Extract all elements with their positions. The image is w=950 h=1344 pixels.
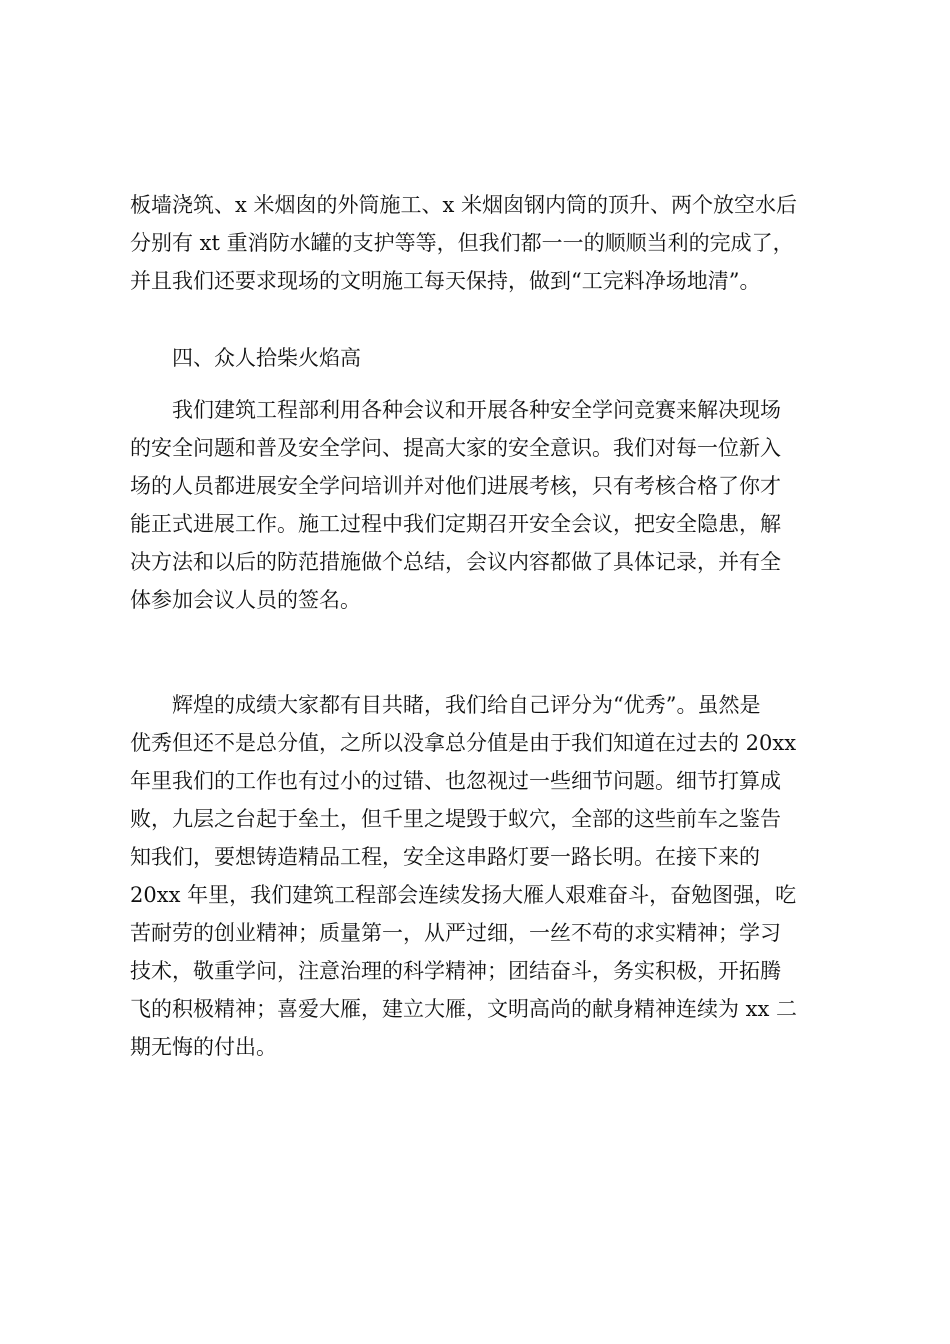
heading-text: 四、众人拾柴火焰高 (172, 346, 361, 370)
text-line: 能正式进展工作。施工过程中我们定期召开安全会议，把安全隐患，解 (130, 512, 781, 536)
text-line: 飞的积极精神；喜爱大雁，建立大雁，文明高尚的献身精神连续为 xx 二 (130, 997, 798, 1021)
text-line: 分别有 xt 重消防水罐的支护等等，但我们都一一的顺顺当利的完成了， (130, 231, 794, 255)
text-line: 知我们，要想铸造精品工程，安全这串路灯要一路长明。在接下来的 (130, 845, 760, 869)
text-line: 20xx 年里，我们建筑工程部会连续发扬大雁人艰难奋斗，奋勉图强，吃 (130, 883, 797, 907)
paragraph-1 (130, 186, 830, 300)
text-line: 我们建筑工程部利用各种会议和开展各种安全学问竞赛来解决现场 (172, 398, 781, 422)
text-line: 技术，敬重学问，注意治理的科学精神；团结奋斗，务实积极，开拓腾 (130, 959, 781, 983)
text-line: 辉煌的成绩大家都有目共睹，我们给自己评分为“优秀”。虽然是 (172, 693, 761, 717)
text-line: 并且我们还要求现场的文明施工每天保持，做到“工完料净场地清”。 (130, 269, 761, 293)
text-line: 决方法和以后的防范措施做个总结，会议内容都做了具体记录，并有全 (130, 550, 781, 574)
text-line: 场的人员都进展安全学问培训并对他们进展考核，只有考核合格了你才 (130, 474, 781, 498)
text-line: 体参加会议人员的签名。 (130, 588, 361, 612)
text-line: 期无悔的付出。 (130, 1035, 277, 1059)
text-line: 苦耐劳的创业精神；质量第一，从严过细，一丝不苟的求实精神；学习 (130, 921, 781, 945)
text-line: 的安全问题和普及安全学问、提高大家的安全意识。我们对每一位新入 (130, 436, 781, 460)
text-line: 优秀但还不是总分值，之所以没拿总分值是由于我们知道在过去的 20xx (130, 731, 797, 755)
paragraph-3 (130, 686, 830, 1066)
text-line: 板墙浇筑、x 米烟囱的外筒施工、x 米烟囱钢内筒的顶升、两个放空水后 (130, 193, 798, 217)
section-heading-4 (130, 339, 830, 377)
text-line: 年里我们的工作也有过小的过错、也忽视过一些细节问题。细节打算成 (130, 769, 781, 793)
text-line: 败，九层之台起于垒土，但千里之堤毁于蚁穴，全部的这些前车之鉴告 (130, 807, 781, 831)
paragraph-2 (130, 391, 830, 619)
